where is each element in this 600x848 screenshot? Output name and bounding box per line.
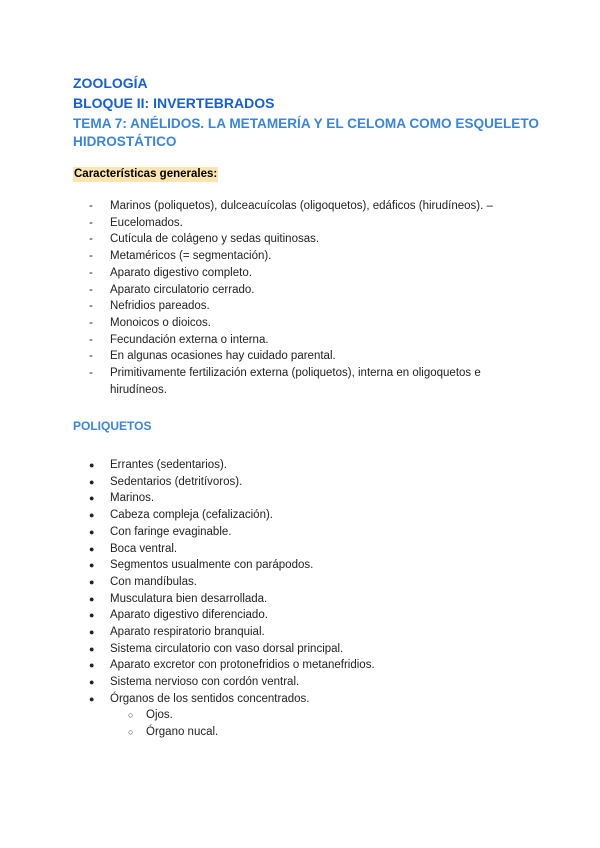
list-item-text: Aparato digestivo completo.: [110, 266, 252, 279]
list-item-text: Boca ventral.: [110, 542, 178, 555]
bullet-marker: ●: [89, 610, 95, 621]
list-item-text: Sedentarios (detritívoros).: [110, 475, 243, 488]
list-item-text: Órganos de los sentidos concentrados.: [110, 692, 310, 705]
list-item: [0, 641, 530, 658]
list-item-text: Aparato excretor con protonefridios o metanefridios.: [110, 659, 375, 672]
bullet-marker: ●: [89, 627, 95, 638]
list-item: [0, 557, 530, 574]
list-item-text: Fecundación externa o interna.: [110, 333, 269, 346]
list-item-text: Ojos.: [146, 709, 173, 721]
list-item-text: Aparato digestivo diferenciado.: [110, 609, 268, 622]
bullet-marker: ●: [89, 560, 95, 571]
bullet-marker: -: [89, 300, 93, 313]
bullet-marker: ●: [89, 460, 95, 470]
list-item-text: En algunas ocasiones hay cuidado parental.: [110, 350, 336, 363]
list-item-text: Monoicos o dioicos.: [110, 316, 211, 329]
list-item-text: Con faringe evaginable.: [110, 525, 232, 538]
block-title: BLOQUE II: INVERTEBRADOS: [73, 95, 275, 111]
bullet-marker: ●: [89, 476, 95, 487]
bullet-marker: ●: [89, 543, 95, 554]
sense-organs-sublist: [0, 707, 218, 740]
list-item-text: Marinos (poliquetos), dulceacuícolas (oligoquetos), edáficos (hirudíneos). –: [110, 200, 493, 212]
bullet-marker: -: [89, 250, 93, 263]
bullet-marker: -: [89, 350, 93, 363]
list-item-text: Órgano nucal.: [146, 725, 219, 738]
list-item-text: Cutícula de colágeno y sedas quitinosas.: [110, 233, 320, 246]
bullet-marker: ●: [89, 660, 95, 671]
list-item: [0, 607, 530, 624]
course-title: ZOOLOGÍA: [73, 75, 148, 91]
list-item: [0, 674, 530, 691]
list-item: [0, 591, 530, 608]
bullet-marker: ●: [89, 510, 95, 521]
bullet-marker: ○: [128, 726, 134, 737]
bullet-marker: ●: [89, 643, 95, 654]
list-item: [0, 298, 520, 315]
bullet-marker: ●: [89, 526, 95, 537]
list-item-text: Eucelomados.: [110, 216, 183, 229]
list-item-text: Musculatura bien desarrollada.: [110, 592, 268, 605]
list-item: [0, 348, 520, 365]
list-item: [0, 724, 218, 741]
list-item: [0, 315, 520, 332]
list-item: [0, 691, 530, 708]
polychaetes-list: [0, 457, 530, 708]
bullet-marker: ●: [89, 677, 95, 688]
list-item-text: Con mandíbulas.: [110, 575, 197, 588]
list-item: [0, 265, 520, 282]
bullet-marker: -: [89, 233, 93, 246]
bullet-marker: ○: [128, 710, 134, 720]
list-item: [0, 474, 530, 491]
list-item: [0, 490, 530, 507]
list-item-text: Metaméricos (= segmentación).: [110, 250, 272, 263]
list-item: [0, 707, 218, 724]
list-item: [0, 657, 530, 674]
bullet-marker: -: [89, 316, 93, 329]
list-item: [0, 282, 520, 299]
topic-title: TEMA 7: ANÉLIDOS. LA METAMERÍA Y EL CELOMA COMO ESQUELETO HIDROSTÁTICO: [73, 116, 539, 149]
bullet-marker: -: [89, 367, 93, 380]
general-characteristics-heading: Características generales:: [74, 168, 218, 180]
general-characteristics-list: [0, 198, 520, 398]
list-item: [0, 624, 530, 641]
list-item: [0, 215, 520, 232]
list-item-text: Cabeza compleja (cefalización).: [110, 509, 273, 522]
list-item: [0, 332, 520, 349]
bullet-marker: ●: [89, 593, 95, 604]
polychaetes-heading: POLIQUETOS: [73, 419, 152, 433]
list-item: [0, 365, 520, 398]
list-item: [0, 507, 530, 524]
bullet-marker: -: [89, 266, 93, 279]
bullet-marker: -: [89, 200, 93, 212]
list-item-text: Sistema circulatorio con vaso dorsal principal.: [110, 642, 344, 655]
bullet-marker: -: [89, 283, 93, 296]
bullet-marker: ●: [89, 493, 95, 504]
list-item-text: Sistema nervioso con cordón ventral.: [110, 676, 300, 689]
list-item-text: Segmentos usualmente con parápodos.: [110, 559, 314, 572]
bullet-marker: -: [89, 333, 93, 346]
list-item-text: Primitivamente fertilización externa (poliquetos), interna en oligoquetos e hirudíneos.: [110, 367, 481, 396]
list-item: [0, 541, 530, 558]
list-item: [0, 524, 530, 541]
list-item: [0, 457, 530, 474]
list-item-text: Aparato circulatorio cerrado.: [110, 283, 255, 296]
list-item: [0, 574, 530, 591]
list-item: [0, 198, 520, 215]
list-item-text: Aparato respiratorio branquial.: [110, 626, 265, 639]
list-item-text: Nefridios pareados.: [110, 300, 210, 313]
list-item: [0, 248, 520, 265]
bullet-marker: ●: [89, 576, 95, 587]
bullet-marker: ●: [89, 693, 95, 704]
bullet-marker: -: [89, 216, 93, 229]
list-item: [0, 231, 520, 248]
list-item-text: Marinos.: [110, 492, 155, 505]
list-item-text: Errantes (sedentarios).: [110, 459, 227, 471]
